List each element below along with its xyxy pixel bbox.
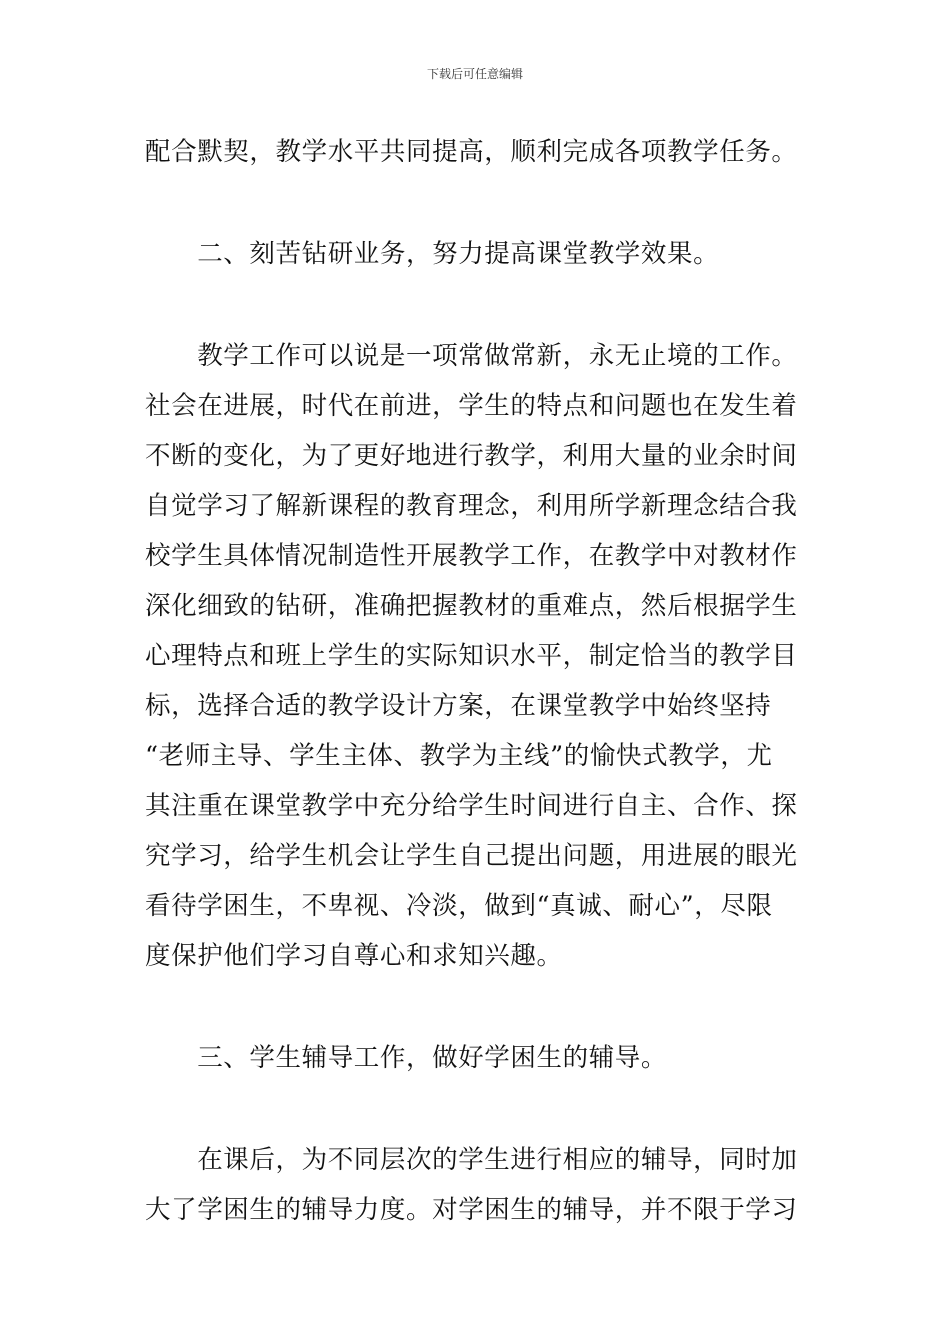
paragraph-line: “老师主导、学生主体、教学为主线”的愉快式教学，尤 bbox=[145, 741, 773, 771]
paragraph-line: 校学生具体情况制造性开展教学工作，在教学中对教材作 bbox=[145, 541, 798, 571]
paragraph-line: 自觉学习了解新课程的教育理念，利用所学新理念结合我 bbox=[145, 491, 798, 521]
paragraph-line: 大了学困生的辅导力度。对学困生的辅导，并不限于学习 bbox=[145, 1195, 798, 1225]
paragraph-line: 看待学困生，不卑视、冷淡，做到“真诚、耐心”，尽限 bbox=[145, 891, 773, 921]
paragraph-line: 社会在进展，时代在前进，学生的特点和问题也在发生着 bbox=[145, 391, 798, 421]
paragraph-line: 究学习，给学生机会让学生自己提出问题，用进展的眼光 bbox=[145, 841, 798, 871]
paragraph-line: 教学工作可以说是一项常做常新，永无止境的工作。 bbox=[145, 341, 798, 371]
paragraph-line: 心理特点和班上学生的实际知识水平，制定恰当的教学目 bbox=[145, 641, 798, 671]
paragraph-line: 标，选择合适的教学设计方案，在课堂教学中始终坚持 bbox=[145, 691, 772, 721]
paragraph-line: 配合默契，教学水平共同提高，顺利完成各项教学任务。 bbox=[145, 137, 798, 167]
paragraph-line: 度保护他们学习自尊心和求知兴趣。 bbox=[145, 941, 563, 971]
paragraph-line: 其注重在课堂教学中充分给学生时间进行自主、合作、探 bbox=[145, 791, 798, 821]
document-body bbox=[145, 127, 807, 1235]
paragraph-line: 不断的变化，为了更好地进行教学，利用大量的业余时间 bbox=[145, 441, 798, 471]
paragraph-line: 深化细致的钻研，准确把握教材的重难点，然后根据学生 bbox=[145, 591, 798, 621]
page-header-note: 下载后可任意编辑 bbox=[426, 67, 523, 81]
section-heading: 二、刻苦钻研业务，努力提高课堂教学效果。 bbox=[145, 239, 720, 269]
paragraph-gap bbox=[145, 279, 807, 331]
paragraph-line: 在课后，为不同层次的学生进行相应的辅导，同时加 bbox=[145, 1145, 798, 1175]
paragraph-gap bbox=[145, 1083, 807, 1135]
paragraph-gap bbox=[145, 981, 807, 1033]
section-heading: 三、学生辅导工作，做好学困生的辅导。 bbox=[145, 1043, 668, 1073]
paragraph-gap bbox=[145, 177, 807, 229]
